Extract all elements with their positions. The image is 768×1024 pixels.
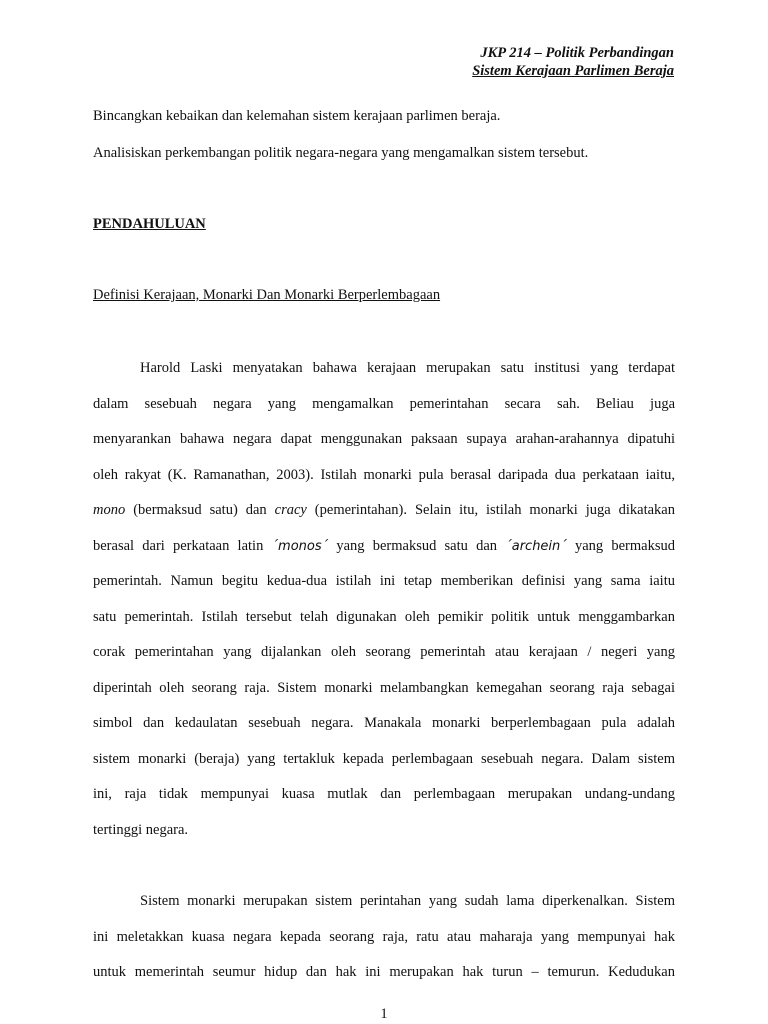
text-run: yang bermaksud satu dan bbox=[328, 537, 506, 554]
paragraph-line: corak pemerintahan yang dijalankan oleh seorang pemerintah atau kerajaan / negeri yang bbox=[93, 644, 675, 660]
page-number: 1 bbox=[380, 1006, 388, 1022]
paragraph-line: oleh rakyat (K. Ramanathan, 2003). Istilah monarki pula berasal daripada dua perkataan iaitu, bbox=[93, 466, 675, 483]
paragraph-line: dalam sesebuah negara yang mengamalkan pemerintahan secara sah. Beliau juga bbox=[93, 395, 675, 412]
text-run: (pemerintahan). Selain itu, istilah monarki juga dikatakan bbox=[306, 502, 675, 518]
paragraph-line: diperintah oleh seorang raja. Sistem monarki melambangkan kemegahan seorang raja sebagai bbox=[93, 679, 675, 696]
paragraph-line: satu pemerintah. Istilah tersebut telah digunakan oleh pemikir politik untuk menggambarkan bbox=[93, 608, 675, 625]
question-1: Bincangkan kebaikan dan kelemahan sistem kerajaan parlimen beraja. bbox=[93, 108, 501, 124]
paragraph-line: pemerintah. Namun begitu kedua-dua istilah ini tetap memberikan definisi yang sama iaitu bbox=[93, 573, 675, 589]
paragraph-line: ini, raja tidak mempunyai kuasa mutlak dan perlembagaan merupakan undang-undang bbox=[93, 786, 675, 802]
section-heading: PENDAHULUAN bbox=[93, 216, 206, 232]
italic-term: mono bbox=[93, 502, 126, 518]
italic-term: cracy bbox=[274, 502, 307, 518]
paragraph-1 bbox=[93, 358, 675, 855]
text-run: yang bermaksud bbox=[566, 537, 675, 554]
italic-term: ´monos´ bbox=[271, 538, 329, 554]
paragraph-line bbox=[93, 500, 675, 536]
question-2: Analisiskan perkembangan politik negara-negara yang mengamalkan sistem tersebut. bbox=[93, 145, 589, 161]
course-title: JKP 214 – Politik Perbandingan bbox=[480, 45, 674, 61]
text-run: berasal dari perkataan latin bbox=[93, 537, 272, 554]
paragraph-line bbox=[93, 536, 675, 572]
paragraph-line: simbol dan kedaulatan sesebuah negara. Manakala monarki berperlembagaan pula adalah bbox=[93, 715, 675, 731]
paragraph-line: sistem monarki (beraja) yang tertakluk kepada perlembagaan sesebuah negara. Dalam sistem bbox=[93, 750, 675, 767]
document-subtitle: Sistem Kerajaan Parlimen Beraja bbox=[472, 63, 674, 79]
paragraph-line: tertinggi negara. bbox=[93, 821, 189, 838]
text-run: (bermaksud satu) dan bbox=[125, 502, 275, 518]
paragraph-line: Harold Laski menyatakan bahawa kerajaan merupakan satu institusi yang terdapat bbox=[140, 360, 675, 376]
sub-heading: Definisi Kerajaan, Monarki Dan Monarki Berperlembagaan bbox=[93, 287, 441, 303]
page-header bbox=[472, 44, 674, 80]
paragraph-2 bbox=[93, 891, 675, 998]
paragraph-line: menyarankan bahawa negara dapat menggunakan paksaan supaya arahan-arahannya dipatuhi bbox=[93, 431, 675, 447]
paragraph-line: Sistem monarki merupakan sistem perintahan yang sudah lama diperkenalkan. Sistem bbox=[140, 893, 675, 909]
paragraph-line: ini meletakkan kuasa negara kepada seorang raja, ratu atau maharaja yang mempunyai hak bbox=[93, 928, 675, 945]
paragraph-line: untuk memerintah seumur hidup dan hak ini merupakan hak turun – temurun. Kedudukan bbox=[93, 964, 675, 980]
italic-term: ´archein´ bbox=[505, 538, 567, 554]
